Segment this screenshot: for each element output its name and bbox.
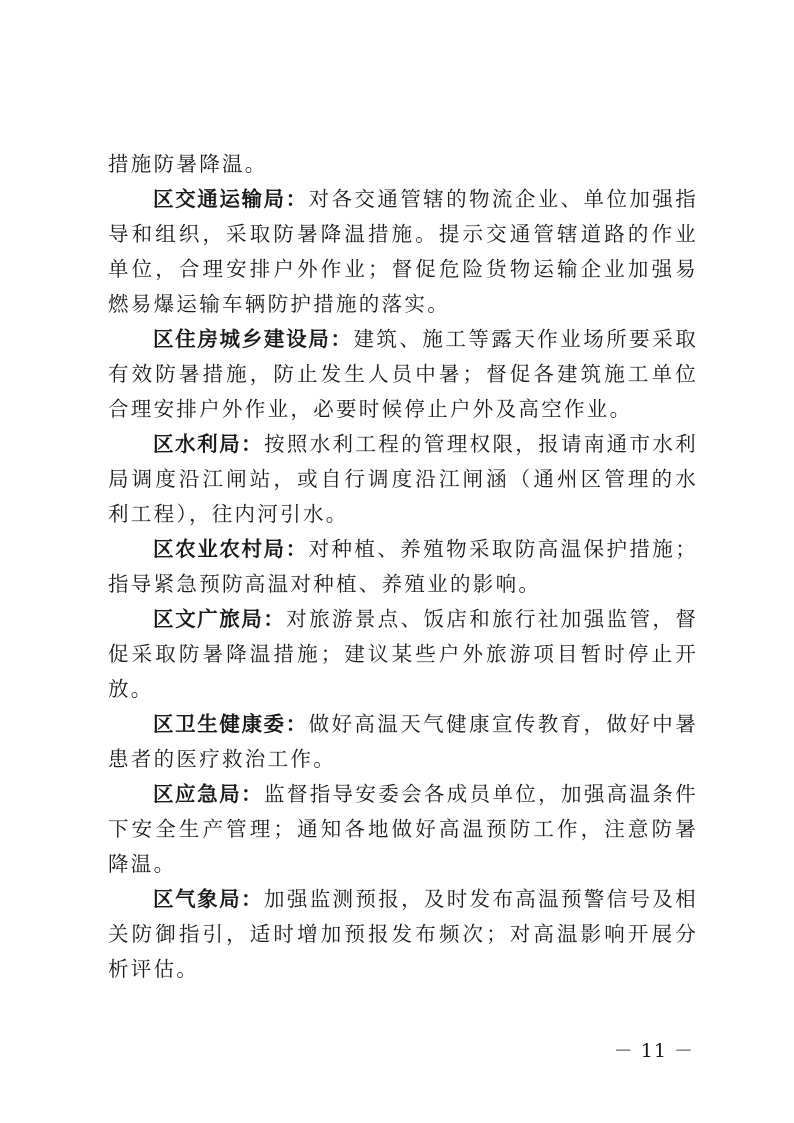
bureau-separator: ：: [330, 327, 354, 351]
bureau-name: 区应急局: [153, 782, 242, 806]
bureau-name: 区文广旅局: [153, 607, 264, 631]
bureau-separator: ：: [241, 432, 265, 456]
paragraph-health-commission: [108, 707, 698, 777]
paragraph-text: 监督指导安委会各成员单位，加强高温条件下安全生产管理；通知各地做好高温预防工作，注意防暑降温。: [108, 782, 698, 876]
paragraph-housing-bureau: [108, 322, 698, 427]
bureau-separator: ：: [241, 782, 265, 806]
paragraph-text: 做好高温天气健康宣传教育，做好中暑患者的医疗救治工作。: [108, 712, 699, 771]
paragraph-text: 按照水利工程的管理权限，报请南通市水利局调度沿江闸站，或自行调度沿江闸涵（通州区管理的水利工程），往内河引水。: [108, 432, 698, 526]
paragraph-transport-bureau: [108, 182, 698, 322]
bureau-separator: ：: [285, 537, 309, 561]
paragraph-culture-tourism-bureau: [108, 602, 698, 707]
bureau-name: 区农业农村局: [153, 537, 286, 561]
bureau-name: 区住房城乡建设局: [153, 327, 331, 351]
bureau-name: 区水利局: [153, 432, 242, 456]
bureau-separator: ：: [263, 607, 287, 631]
bureau-separator: ：: [285, 187, 309, 211]
paragraph-text: 对旅游景点、饭店和旅行社加强监管，督促采取防暑降温措施；建议某些户外旅游项目暂时停止开放。: [108, 607, 698, 701]
paragraph-text: 对各交通管辖的物流企业、单位加强指导和组织，采取防暑降温措施。提示交通管辖道路的作业单位，合理安排户外作业；督促危险货物运输企业加强易燃易爆运输车辆防护措施的落实。: [108, 187, 699, 316]
paragraph-text: 加强监测预报，及时发布高温预警信号及相关防御指引，适时增加预报发布频次；对高温影响开展分析评估。: [108, 887, 698, 981]
continuation-paragraph: [108, 147, 698, 182]
paragraph-text: 对种植、养殖物采取防高温保护措施；指导紧急预防高温对种植、养殖业的影响。: [108, 537, 699, 596]
paragraph-text: 建筑、施工等露天作业场所要采取有效防暑措施，防止发生人员中暑；督促各建筑施工单位合理安排户外作业，必要时候停止户外及高空作业。: [108, 327, 699, 421]
document-body: [108, 147, 698, 987]
bureau-name: 区交通运输局: [153, 187, 286, 211]
continuation-text: 措施防暑降温。: [108, 152, 268, 176]
page-number: － 11 －: [613, 1040, 694, 1062]
bureau-separator: ：: [285, 712, 309, 736]
bureau-separator: ：: [241, 887, 265, 911]
bureau-name: 区气象局: [153, 887, 242, 911]
paragraph-emergency-bureau: [108, 777, 698, 882]
paragraph-meteorological-bureau: [108, 882, 698, 987]
paragraph-agriculture-bureau: [108, 532, 698, 602]
paragraph-water-bureau: [108, 427, 698, 532]
bureau-name: 区卫生健康委: [153, 712, 286, 736]
